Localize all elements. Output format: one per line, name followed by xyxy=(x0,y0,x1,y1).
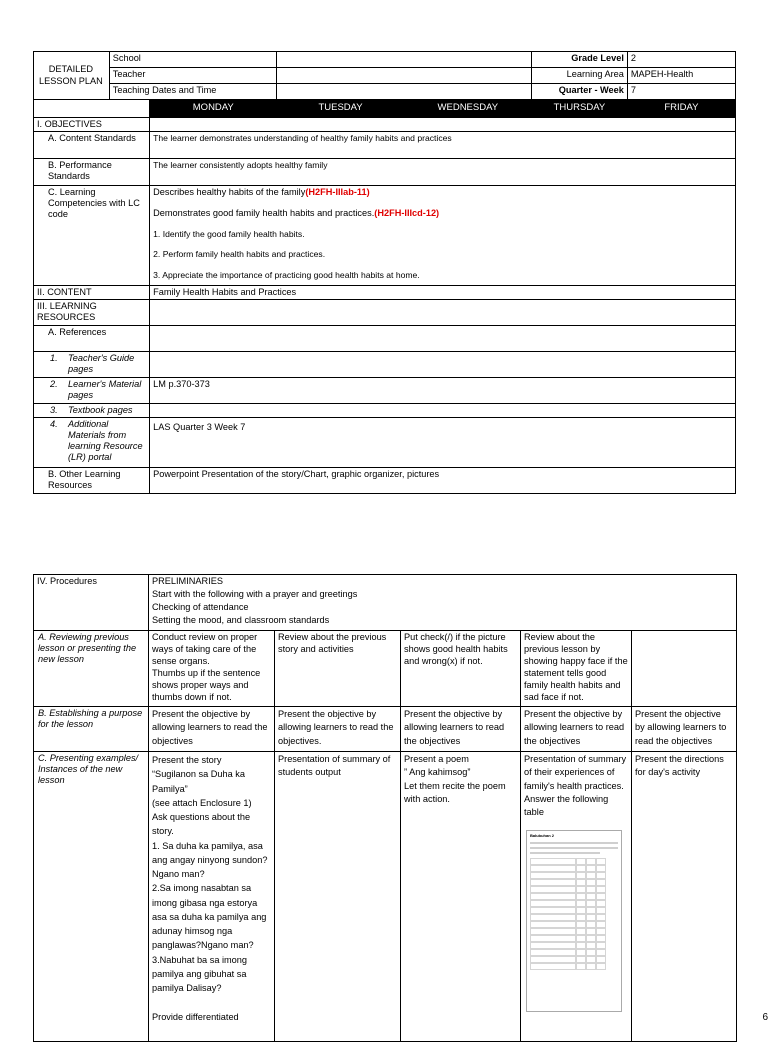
competency-1-code: (H2FH-IIIab-11) xyxy=(305,187,370,198)
purpose-thursday: Present the objective by allowing learners to read the objectives xyxy=(521,707,632,752)
preliminaries-step-1: Start with the following with a prayer and greetings xyxy=(152,589,358,600)
objectives-heading: I. OBJECTIVES xyxy=(34,118,150,132)
additional-materials-value: LAS Quarter 3 Week 7 xyxy=(150,418,736,468)
learning-area-value: MAPEH-Health xyxy=(627,68,735,84)
objective-2: 2. Perform family health habits and practices. xyxy=(153,249,326,260)
purpose-monday: Present the objective by allowing learners to read the objectives xyxy=(149,707,275,752)
teachers-guide-value xyxy=(150,352,736,378)
competency-2-code: (H2FH-IIIcd-12) xyxy=(374,208,440,219)
objective-1: 1. Identify the good family health habits. xyxy=(153,229,305,240)
worksheet-title: Balubuhan 2 xyxy=(530,832,555,838)
references-label: A. References xyxy=(34,326,150,352)
day-thursday: THURSDAY xyxy=(531,100,627,118)
examples-monday: Present the story “Sugilanon sa Duha ka Pamilya” (see attach Enclosure 1) Ask questions about the story. 1. Sa duha ka pamilya, asa ang angay ninyong sundon? Ngano man? 2.Sa imong nasabtan sa imong gibasa nga estorya asa sa duha ka pamilya ang adunay himsog nga panglawas?Ngano man? 3.Nabuhat ba sa imong pamilya ang gibuhat sa pamilya Dalisay? Provide differentiated xyxy=(149,752,275,1042)
content-standards-label: A. Content Standards xyxy=(34,132,150,159)
day-wednesday: WEDNESDAY xyxy=(404,100,531,118)
review-tuesday: Review about the previous story and activities xyxy=(275,631,401,707)
plan-title: DETAILED LESSON PLAN xyxy=(34,52,110,100)
review-monday: Conduct review on proper ways of taking care of the sense organs. Thumbs up if the sentence shows proper ways and thumbs down if not. xyxy=(149,631,275,707)
learning-competencies-label: C. Learning Competencies with LC code xyxy=(34,186,150,286)
purpose-friday: Present the objective by allowing learners to read the objectives xyxy=(632,707,737,752)
review-friday xyxy=(632,631,737,707)
examples-wednesday: Present a poem ” Ang kahimsog” Let them recite the poem with action. xyxy=(401,752,521,1042)
preliminaries-title: PRELIMINARIES xyxy=(152,576,223,586)
dates-value xyxy=(277,84,532,100)
textbook-value xyxy=(150,404,736,418)
additional-materials-label: 4. Additional Materials from learning Resource (LR) portal xyxy=(34,418,150,468)
school-label: School xyxy=(109,52,277,68)
learning-resources-heading: III. LEARNING RESOURCES xyxy=(34,300,150,326)
day-tuesday: TUESDAY xyxy=(277,100,404,118)
day-header-blank xyxy=(34,100,150,118)
teacher-value xyxy=(277,68,532,84)
review-label: A. Reviewing previous lesson or presenting the new lesson xyxy=(34,631,149,707)
preliminaries xyxy=(149,575,737,631)
content-value: Family Health Habits and Practices xyxy=(150,286,736,300)
procedures-heading: IV. Procedures xyxy=(34,575,149,631)
learners-material-value: LM p.370-373 xyxy=(150,378,736,404)
preliminaries-step-3: Setting the mood, and classroom standards xyxy=(152,615,330,626)
teacher-label: Teacher xyxy=(109,68,277,84)
examples-label: C. Presenting examples/ Instances of the new lesson xyxy=(34,752,149,1042)
grade-level-value: 2 xyxy=(627,52,735,68)
review-wednesday: Put check(/) if the picture shows good health habits and wrong(x) if not. xyxy=(401,631,521,707)
objective-3: 3. Appreciate the importance of practicing good health habits at home. xyxy=(153,269,420,280)
school-value xyxy=(277,52,532,68)
quarter-week-value: 7 xyxy=(627,84,735,100)
examples-tuesday: Presentation of summary of students output xyxy=(275,752,401,1042)
other-resources-value: Powerpoint Presentation of the story/Chart, graphic organizer, pictures xyxy=(150,468,736,494)
day-monday: MONDAY xyxy=(150,100,277,118)
textbook-label: 3. Textbook pages xyxy=(34,404,150,418)
teachers-guide-label: 1. Teacher's Guide pages xyxy=(34,352,150,378)
dates-label: Teaching Dates and Time xyxy=(109,84,277,100)
learning-area-label: Learning Area xyxy=(531,68,627,84)
examples-friday: Present the directions for day's activity xyxy=(632,752,737,1042)
other-resources-label: B. Other Learning Resources xyxy=(34,468,150,494)
content-standards-value: The learner demonstrates understanding of healthy family habits and practices xyxy=(150,132,736,159)
purpose-label: B. Establishing a purpose for the lesson xyxy=(34,707,149,752)
purpose-tuesday: Present the objective by allowing learners to read the objectives. xyxy=(275,707,401,752)
preliminaries-step-2: Checking of attendance xyxy=(152,602,249,613)
learning-competencies-value xyxy=(150,186,736,286)
review-thursday: Review about the previous lesson by showing happy face if the statement tells good family health habits and sad face if not. xyxy=(521,631,632,707)
competency-1: Describes healthy habits of the family xyxy=(153,187,306,198)
competency-2: Demonstrates good family health habits and practices. xyxy=(153,208,375,219)
purpose-wednesday: Present the objective by allowing learners to read the objectives xyxy=(401,707,521,752)
day-friday: FRIDAY xyxy=(627,100,735,118)
grade-level-label: Grade Level xyxy=(531,52,627,68)
examples-thursday: Presentation of summary of their experiences of family's health practices. Answer the following table Balubuhan 2 xyxy=(521,752,632,1042)
content-label: II. CONTENT xyxy=(34,286,150,300)
quarter-week-label: Quarter - Week xyxy=(531,84,627,100)
worksheet-thumbnail xyxy=(526,830,622,1012)
performance-standards-value: The learner consistently adopts healthy family xyxy=(150,159,736,186)
procedures-table xyxy=(33,574,737,1042)
page-number: 6 xyxy=(762,1012,768,1023)
performance-standards-label: B. Performance Standards xyxy=(34,159,150,186)
lesson-plan-table xyxy=(33,51,736,494)
learners-material-label: 2. Learner's Material pages xyxy=(34,378,150,404)
